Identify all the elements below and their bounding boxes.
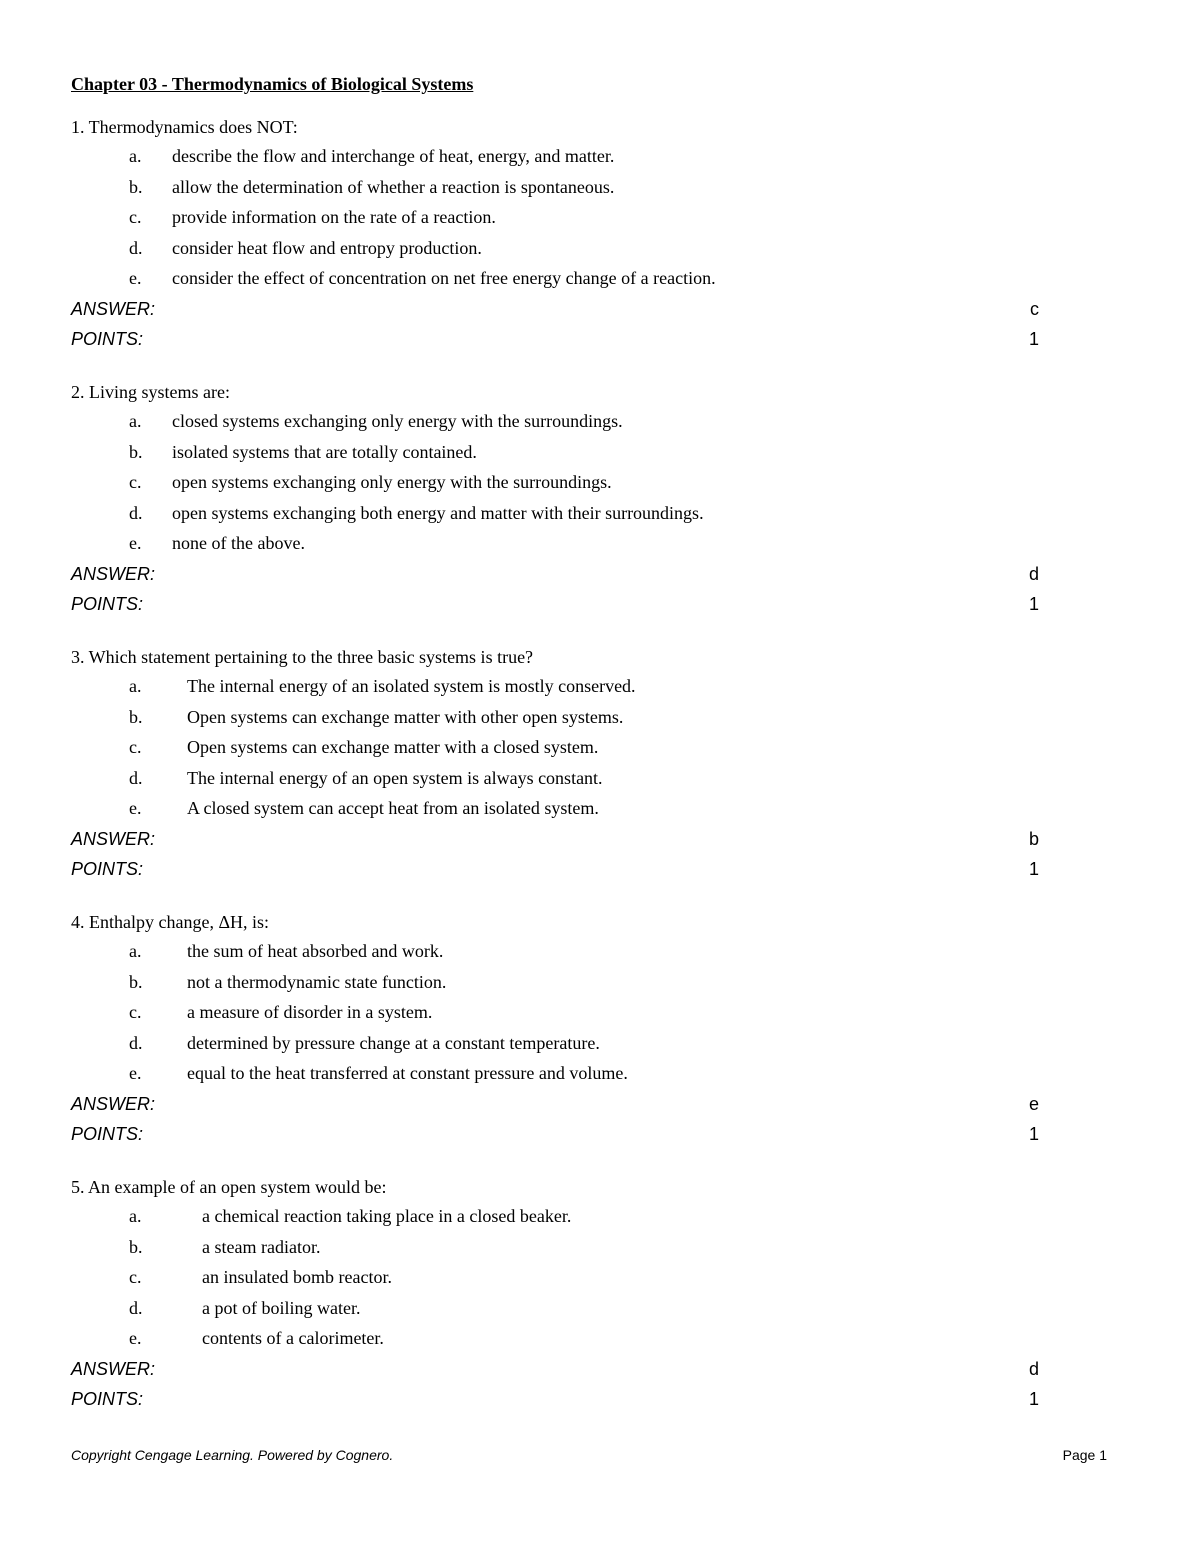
- option-letter: e.: [129, 533, 142, 553]
- answer-option: [71, 263, 1051, 294]
- answer-option: [71, 936, 1051, 967]
- option-letter: c.: [129, 472, 142, 492]
- question-block: [71, 643, 1051, 885]
- points-label: POINTS:: [71, 859, 144, 879]
- question-stem: 1. Thermodynamics does NOT:: [71, 117, 298, 137]
- option-letter: a.: [129, 1206, 142, 1226]
- option-letter: e.: [129, 268, 142, 288]
- option-text: none of the above.: [172, 533, 305, 553]
- question-stem: 2. Living systems are:: [71, 382, 230, 402]
- answer-option: [71, 141, 1051, 172]
- answer-option: [71, 437, 1051, 468]
- answer-options: [71, 141, 1051, 294]
- answer-value: d: [1028, 1358, 1039, 1379]
- points-value: 1: [1028, 594, 1039, 614]
- answer-options: [71, 936, 1051, 1089]
- answer-value: e: [1028, 1093, 1039, 1114]
- option-letter: d.: [129, 1032, 143, 1053]
- answer-option: [71, 1262, 1051, 1293]
- question-block: [71, 113, 1051, 355]
- answer-label: ANSWER:: [71, 828, 156, 849]
- page-number: Page 1: [1062, 1447, 1107, 1463]
- points-label: POINTS:: [71, 594, 144, 614]
- option-text: a steam radiator.: [202, 1236, 321, 1257]
- option-text: describe the flow and interchange of heat, energy, and matter.: [172, 146, 615, 166]
- answer-option: [71, 467, 1051, 498]
- page-footer: [71, 1445, 1107, 1465]
- option-letter: c.: [129, 737, 142, 757]
- question-block: [71, 908, 1051, 1150]
- option-text: The internal energy of an open system is always constant.: [187, 767, 603, 788]
- question-stem: 4. Enthalpy change, ΔH, is:: [71, 912, 270, 932]
- option-letter: d.: [129, 502, 143, 523]
- points-label: POINTS:: [71, 1389, 144, 1409]
- option-text: a pot of boiling water.: [202, 1297, 361, 1318]
- option-letter: c.: [129, 1002, 142, 1022]
- answer-row: [71, 559, 1051, 590]
- answer-options: [71, 671, 1051, 824]
- question-block: [71, 378, 1051, 620]
- points-row: [71, 1119, 1051, 1150]
- option-text: Open systems can exchange matter with other open systems.: [187, 706, 624, 727]
- answer-value: c: [1030, 298, 1039, 319]
- answer-option: [71, 1323, 1051, 1354]
- points-label: POINTS:: [71, 1124, 144, 1144]
- answer-option: [71, 793, 1051, 824]
- points-row: [71, 1384, 1051, 1415]
- copyright-notice: Copyright Cengage Learning. Powered by Cognero.: [71, 1447, 394, 1463]
- option-letter: a.: [129, 941, 142, 961]
- option-letter: b.: [129, 971, 143, 992]
- question-stem: 5. An example of an open system would be:: [71, 1177, 387, 1197]
- points-value: 1: [1028, 1389, 1039, 1409]
- answer-option: [71, 1201, 1051, 1232]
- points-value: 1: [1028, 329, 1039, 349]
- answer-option: [71, 172, 1051, 203]
- option-text: a measure of disorder in a system.: [187, 1002, 433, 1022]
- points-value: 1: [1028, 859, 1039, 879]
- option-text: A closed system can accept heat from an isolated system.: [187, 798, 599, 818]
- option-text: equal to the heat transferred at constant pressure and volume.: [187, 1063, 628, 1083]
- option-letter: c.: [129, 207, 142, 227]
- answer-row: [71, 294, 1051, 325]
- option-text: determined by pressure change at a constant temperature.: [187, 1032, 600, 1053]
- option-letter: d.: [129, 237, 143, 258]
- question-stem: 3. Which statement pertaining to the three basic systems is true?: [71, 647, 534, 667]
- points-row: [71, 854, 1051, 885]
- answer-value: d: [1028, 563, 1039, 584]
- option-letter: b.: [129, 1236, 143, 1257]
- answer-option: [71, 233, 1051, 264]
- answer-label: ANSWER:: [71, 1358, 156, 1379]
- option-text: The internal energy of an isolated system is mostly conserved.: [187, 676, 636, 696]
- option-text: contents of a calorimeter.: [202, 1328, 384, 1348]
- option-letter: d.: [129, 1297, 143, 1318]
- points-row: [71, 324, 1051, 355]
- option-letter: a.: [129, 676, 142, 696]
- answer-row: [71, 1354, 1051, 1385]
- option-letter: b.: [129, 176, 143, 197]
- chapter-title: Chapter 03 - Thermodynamics of Biological Systems: [71, 74, 474, 94]
- answer-options: [71, 1201, 1051, 1354]
- answer-label: ANSWER:: [71, 563, 156, 584]
- option-letter: a.: [129, 146, 142, 166]
- answer-value: b: [1028, 828, 1039, 849]
- answer-option: [71, 1232, 1051, 1263]
- option-text: the sum of heat absorbed and work.: [187, 941, 444, 961]
- option-text: isolated systems that are totally contained.: [172, 441, 477, 462]
- answer-option: [71, 528, 1051, 559]
- points-value: 1: [1028, 1124, 1039, 1144]
- option-text: closed systems exchanging only energy with the surroundings.: [172, 411, 623, 431]
- answer-option: [71, 702, 1051, 733]
- option-text: open systems exchanging only energy with the surroundings.: [172, 472, 612, 492]
- answer-label: ANSWER:: [71, 1093, 156, 1114]
- answer-option: [71, 997, 1051, 1028]
- option-letter: b.: [129, 706, 143, 727]
- points-row: [71, 589, 1051, 620]
- option-text: consider heat flow and entropy production.: [172, 237, 482, 258]
- option-text: open systems exchanging both energy and matter with their surroundings.: [172, 502, 704, 523]
- option-letter: d.: [129, 767, 143, 788]
- answer-option: [71, 498, 1051, 529]
- answer-option: [71, 671, 1051, 702]
- answer-option: [71, 1028, 1051, 1059]
- option-letter: b.: [129, 441, 143, 462]
- answer-options: [71, 406, 1051, 559]
- option-text: allow the determination of whether a reaction is spontaneous.: [172, 176, 615, 197]
- option-text: Open systems can exchange matter with a closed system.: [187, 737, 599, 757]
- option-text: not a thermodynamic state function.: [187, 971, 447, 992]
- answer-option: [71, 732, 1051, 763]
- option-letter: a.: [129, 411, 142, 431]
- option-letter: e.: [129, 1063, 142, 1083]
- answer-option: [71, 406, 1051, 437]
- answer-row: [71, 824, 1051, 855]
- answer-option: [71, 202, 1051, 233]
- option-text: consider the effect of concentration on net free energy change of a reaction.: [172, 268, 716, 288]
- answer-option: [71, 1058, 1051, 1089]
- answer-option: [71, 1293, 1051, 1324]
- option-text: provide information on the rate of a reaction.: [172, 207, 496, 227]
- answer-option: [71, 967, 1051, 998]
- option-text: a chemical reaction taking place in a closed beaker.: [202, 1206, 572, 1226]
- answer-option: [71, 763, 1051, 794]
- option-text: an insulated bomb reactor.: [202, 1267, 392, 1287]
- question-block: [71, 1173, 1051, 1415]
- points-label: POINTS:: [71, 329, 144, 349]
- answer-row: [71, 1089, 1051, 1120]
- option-letter: c.: [129, 1267, 142, 1287]
- option-letter: e.: [129, 798, 142, 818]
- option-letter: e.: [129, 1328, 142, 1348]
- answer-label: ANSWER:: [71, 298, 156, 319]
